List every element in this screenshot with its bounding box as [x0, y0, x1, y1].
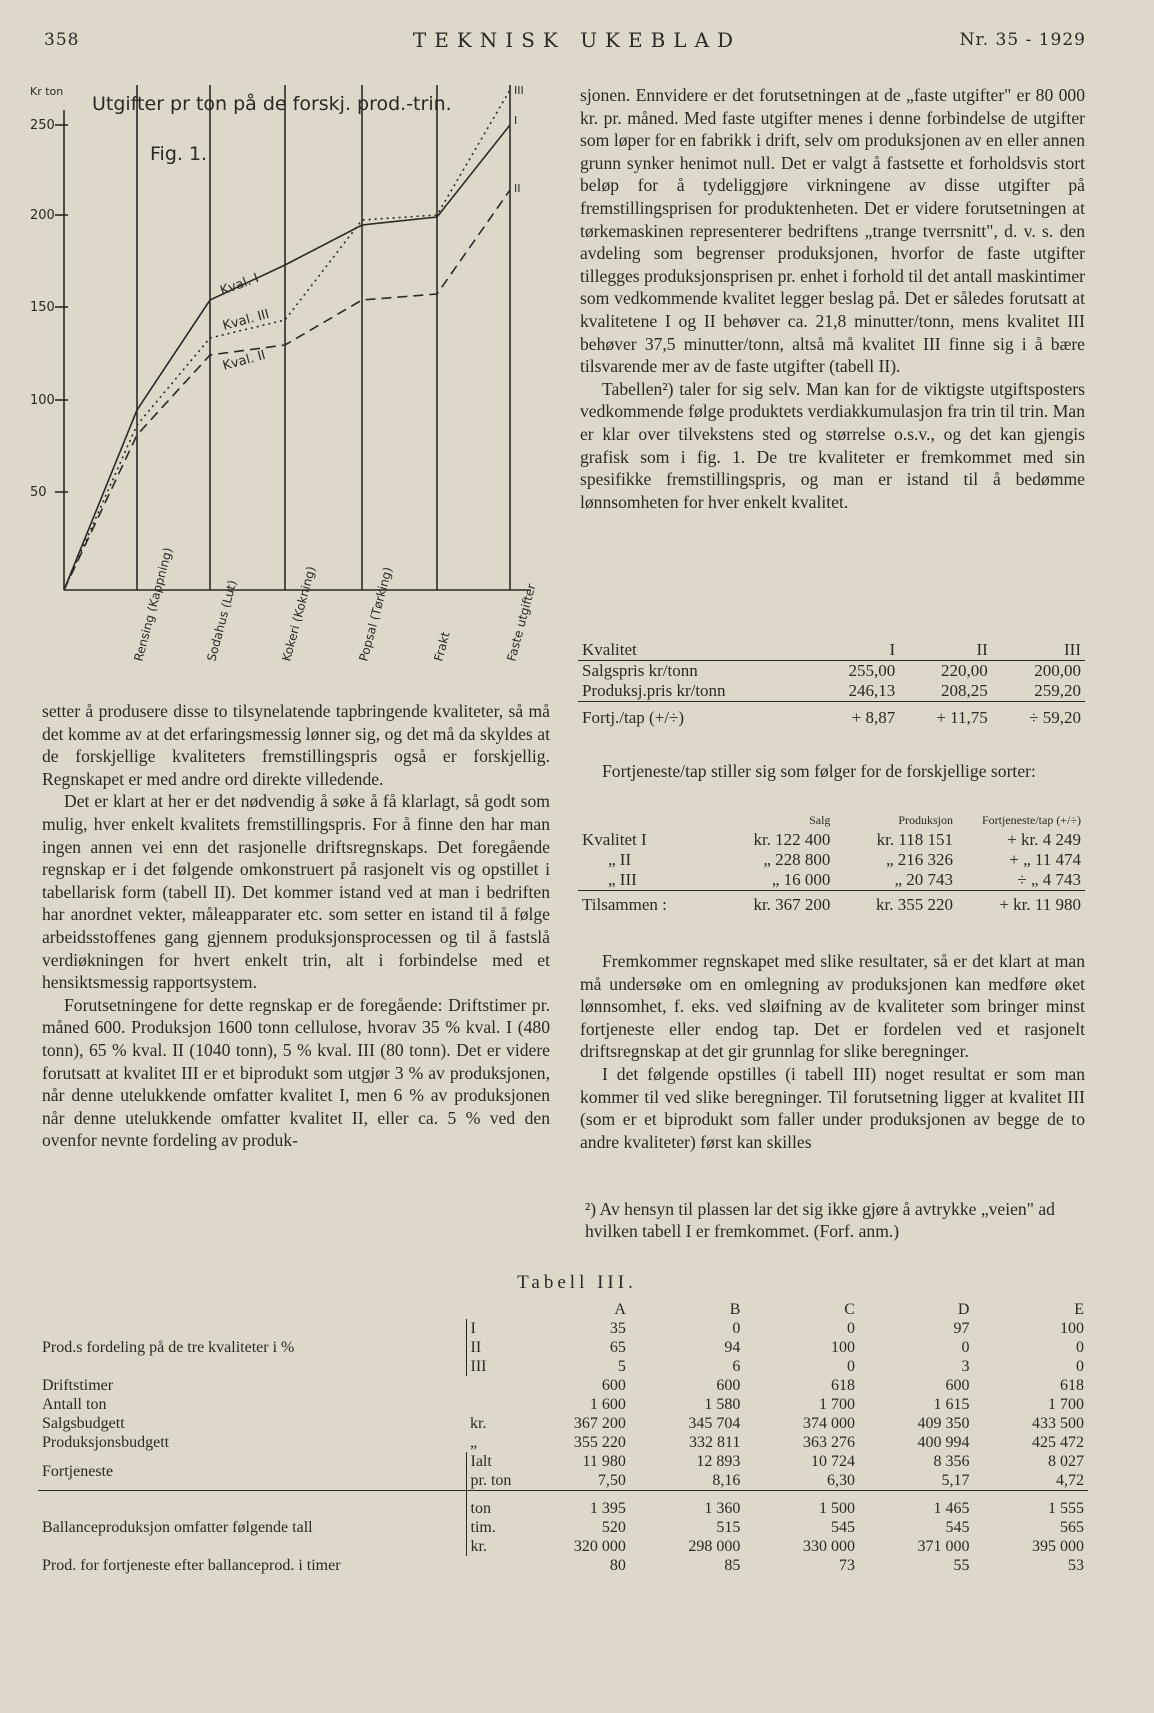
table-cell: 345 704: [688, 1415, 741, 1432]
paragraph: sjonen. Ennvidere er det forutsetningen at de „faste utgifter" er 80 000 kr. pr. måned. Med faste utgifter menes i denne forbindelse de utgifter som løper for en fabrikk i drift, selv om produksjonen av en eller annen grunn synker henimot null. Det er valgt å fastsette et forholdsvis stort beløp for å tydeliggjøre virkningene av disse utgifter på fremstillingsprisen for produktenheten. Det er videre forutsetningen at tørkemaskinen representerer bedriftens „trange tverrsnitt", d. v. s. den avdeling som begrenser produksjonen, hvorfor de faste utgifter tillegges produksjonsprisen pr. enhet i forhold til det antall maskintimer som vedkommende kvalitet legger beslag på. Det er således forutsatt at kvalitetene I og II behøver ca. 21,8 minutter/tonn, mens kvalitet III behøver 37,5 minutter/tonn, altså må kvalitet III finne sig i å bære tilsvarende mer av de faste utgifter (tabell II).: [580, 85, 1085, 377]
row-label: Prod. for fortjeneste efter ballanceprod. i timer: [42, 1557, 341, 1574]
row-key: ton: [466, 1491, 515, 1519]
paragraph: Forutsetningene for dette regnskap er de foregående: Driftstimer pr. måned 600. Produksjon 1600 tonn cellulose, hvorav 35 % kval. I (480 tonn), 65 % kval. II (1040 tonn), 5 % kval. III (80 tonn). Det er videre forutsatt at kvalitet III er et biprodukt som utgjør 3 % av produksjonen, når denne utelukkende omfatter kvalitet I, men 6 % av produksjonen når denne utelukkende omfatter kvalitet II, eller ca. 5 % ved den ovenfor nevnte fordeling av produk-: [42, 994, 550, 1151]
curve-label: Kval. II: [221, 348, 268, 374]
issue-label: Nr. 35 - 1929: [959, 30, 1086, 50]
x-label: Popsal (Tørking): [356, 565, 396, 663]
table-cell: 374 000: [802, 1415, 855, 1432]
table-cell: 600: [945, 1377, 970, 1394]
table-row: [578, 830, 1085, 850]
row-label: Salgsbudgett: [42, 1415, 125, 1432]
y-tick: 50: [30, 485, 47, 500]
row-label: Produksjonsbudgett: [42, 1434, 170, 1451]
table-header: I: [889, 640, 896, 659]
table-cell: „ 228 800: [763, 850, 831, 869]
table-header: D: [957, 1301, 970, 1318]
row-unit: [466, 1395, 515, 1414]
table-cell: kr. 367 200: [753, 895, 831, 914]
x-label: Kokeri (Kokning): [279, 564, 319, 663]
paragraph-sorter: [580, 760, 1085, 783]
table-cell: ÷ 59,20: [1029, 708, 1081, 727]
table-cell: 1 580: [704, 1396, 741, 1413]
y-unit-label: Kr ton: [30, 85, 64, 98]
table-cell: Produksj.pris kr/tonn: [582, 681, 726, 700]
table-cell: 355 220: [573, 1434, 626, 1451]
table-cell: 6,30: [826, 1472, 855, 1489]
table-cell: kr. 122 400: [753, 830, 831, 849]
table-cell: 97: [953, 1320, 970, 1337]
paragraph: Fortjeneste/tap stiller sig som følger for de forskjellige sorter:: [602, 761, 1036, 781]
row-key: tim.: [466, 1518, 515, 1537]
figure-title: Utgifter pr ton på de forskj. prod.-trin.: [92, 93, 452, 115]
table-cell: kr. 355 220: [876, 895, 953, 914]
table-cell: 0: [846, 1320, 855, 1337]
figure-label: Fig. 1.: [150, 143, 208, 165]
table-cell: 433 500: [1032, 1415, 1084, 1432]
y-tick: 200: [30, 208, 55, 223]
table-cell: 94: [724, 1339, 741, 1356]
table-cell: „ 20 743: [894, 870, 953, 889]
page-number: 358: [44, 30, 80, 50]
curve-label: Kval. I: [218, 271, 261, 299]
table-cell: 395 000: [1032, 1538, 1084, 1555]
table-cell: 1 700: [1048, 1396, 1084, 1413]
table-header: A: [614, 1301, 626, 1318]
row-key: kr.: [466, 1537, 515, 1556]
figure-1: [30, 80, 570, 680]
table-cell: 0: [846, 1358, 855, 1375]
table-header: Salg: [809, 812, 831, 827]
table-cell: ÷ „ 4 743: [1017, 870, 1081, 889]
paragraph: Det er klart at her er det nødvendig å søke å få klarlagt, så godt som mulig, hver enkelt kvalitets fremstillingspris. For å finne den har man ingen annen vei enn det rasjonelle driftsregnskaps. Det foregående regnskap er i det følgende omkonstruert på rasjonelt vis og opstillet i tabellarisk form (tabell II). Det kommer istand ved at man i bedriften har anordnet vekter, måleapparater etc. som setter en istand til å følge arbeidsstoffenes gang gjennem produksjonsprocessen og til å fastslå verdiøkningen for hvert enkelt trin, alt i forbindelse med et hensiktsmessig rapportsystem.: [42, 791, 550, 993]
table-cell: 565: [1060, 1519, 1084, 1536]
table-header-row: [38, 1300, 1088, 1319]
paragraph: I det følgende opstilles (i tabell III) noget resultat er som man kommer til ved slike beregninger. Til forutsetning ligger at kvalitet III (som er et biprodukt som faller under produksjonen av begge de to andre kvaliteter) først kan skilles: [580, 1063, 1085, 1152]
curve-kval-II: [64, 190, 510, 590]
table-profit: [578, 810, 1085, 915]
table-header: II: [976, 640, 988, 659]
table-cell: 0: [1076, 1358, 1084, 1375]
table-cell: 259,20: [1034, 681, 1081, 700]
table-row: [38, 1414, 1088, 1433]
table-cell: 200,00: [1034, 661, 1081, 680]
row-unit: „: [470, 1434, 478, 1451]
table-cell: 4,72: [1056, 1472, 1084, 1489]
row-key: I: [466, 1319, 515, 1338]
curve-kval-I: [64, 125, 510, 590]
table-cell: 1 395: [589, 1500, 626, 1517]
table-cell: + kr. 11 980: [999, 895, 1081, 914]
table-cell: 515: [716, 1519, 741, 1536]
row-label: Ballanceproduksjon omfatter følgende tall: [42, 1519, 313, 1536]
table-cell: „ 16 000: [771, 870, 831, 889]
end-label: III: [514, 84, 524, 97]
table-cell: 35: [609, 1320, 626, 1337]
row-unit: kr.: [470, 1415, 487, 1432]
table-cell: 520: [601, 1519, 626, 1536]
table-cell: 12 893: [696, 1453, 741, 1470]
table-cell: 545: [945, 1519, 970, 1536]
row-label: Driftstimer: [42, 1377, 114, 1394]
table-cell: 1 700: [818, 1396, 855, 1413]
table-cell: 3: [961, 1358, 970, 1375]
paragraph: setter å produsere disse to tilsynelatende tapbringende kvaliteter, så må det komme av at det erfaringsmessig lønner sig, og det må da skyldes at de forskjellige kvaliteters fremstillingspris også er forskjellig. Regnskapet er med andre ord direkte villedende.: [42, 701, 550, 789]
table-cell: 100: [830, 1339, 855, 1356]
paragraph-block: [580, 950, 1085, 1153]
table-cell: 618: [1060, 1377, 1084, 1394]
table-cell: „ III: [608, 870, 637, 889]
row-key: III: [466, 1357, 515, 1376]
table-row: [578, 681, 1085, 702]
table-cell: 85: [724, 1557, 741, 1574]
right-column: [580, 84, 1085, 513]
table-cell: 100: [1060, 1320, 1084, 1337]
table-cell: 7,50: [597, 1472, 626, 1489]
table-cell: 5,17: [941, 1472, 970, 1489]
table-row: [38, 1556, 1088, 1575]
table-header: B: [729, 1301, 741, 1318]
table-cell: 11 980: [582, 1453, 626, 1470]
end-label: II: [514, 182, 521, 195]
table-cell: 1 465: [933, 1500, 970, 1517]
table-cell: 545: [830, 1519, 855, 1536]
table-cell: + kr. 4 249: [1007, 830, 1081, 849]
footnote: ²) Av hensyn til plassen lar det sig ikke gjøre å avtrykke „veien" ad hvilken tabell I er fremkommet. (Forf. anm.): [585, 1199, 1055, 1241]
table-cell: + 11,75: [936, 708, 988, 727]
x-label: Sodahus (Lut): [204, 578, 240, 663]
table-cell: 208,25: [941, 681, 988, 700]
table-cell: „ II: [608, 850, 632, 869]
table-row: [578, 661, 1085, 682]
paragraph: Tabellen²) taler for sig selv. Man kan for de viktigste utgiftsposters vedkommende følge produktets verdiakkumulasjon fra trin til trin. Man er klar over tilvekstens sted og størrelse o.s.v., og det kan gjengis grafisk som i fig. 1. De tre kvaliteter er fremkommet med sin spesifikke fremstillingspris, og man er istand til å bedømme lønnsomheten for hver enkelt kvalitet.: [580, 378, 1085, 512]
row-label: Prod.s fordeling på de tre kvaliteter i %: [42, 1339, 295, 1356]
table-cell: kr. 118 151: [876, 830, 953, 849]
table-row: [38, 1376, 1088, 1395]
x-label: Rensing (Kappning): [131, 545, 176, 663]
table-cell: 8,16: [712, 1472, 741, 1489]
curve-kval-III: [64, 90, 510, 590]
row-unit: [466, 1376, 515, 1395]
table-cell: 409 350: [917, 1415, 970, 1432]
table-cell: 1 615: [933, 1396, 970, 1413]
row-label: Antall ton: [42, 1396, 107, 1413]
table-cell: 255,00: [848, 661, 896, 680]
table-cell: 0: [961, 1339, 970, 1356]
table-row: [38, 1319, 1088, 1338]
journal-title: TEKNISK UKEBLAD: [412, 28, 742, 52]
table-cell: + 8,87: [851, 708, 896, 727]
table-row: [38, 1433, 1088, 1452]
table-cell: Tilsammen :: [582, 895, 667, 914]
table-cell: 367 200: [573, 1415, 626, 1432]
table-header: E: [1074, 1301, 1084, 1318]
table-cell: 65: [609, 1339, 626, 1356]
row-key: II: [466, 1338, 515, 1357]
table-header-row: [578, 810, 1085, 830]
table-cell: 1 555: [1048, 1500, 1084, 1517]
curve-label: Kval. III: [221, 307, 271, 334]
table-row: [38, 1452, 1088, 1471]
y-tick: 100: [30, 393, 55, 408]
table-cell: 8 356: [933, 1453, 970, 1470]
end-label: I: [514, 114, 518, 127]
row-key: pr. ton: [466, 1471, 515, 1491]
table-header: C: [844, 1301, 855, 1318]
table-cell: Fortj./tap (+/÷): [582, 708, 685, 727]
table-row: [38, 1395, 1088, 1414]
left-column: [42, 700, 550, 1152]
table-header: Kvalitet: [582, 640, 637, 659]
table-cell: 1 600: [589, 1396, 626, 1413]
table-cell: 8 027: [1048, 1453, 1084, 1470]
table-cell: 246,13: [848, 681, 896, 700]
table-cell: 425 472: [1032, 1434, 1084, 1451]
table-cell: 55: [953, 1557, 970, 1574]
table-row: [578, 850, 1085, 870]
table-total-row: [578, 891, 1085, 916]
table-cell: + „ 11 474: [1009, 850, 1081, 869]
table-cell: 618: [830, 1377, 855, 1394]
table-header: III: [1064, 640, 1081, 659]
table-row: [578, 870, 1085, 891]
y-tick: 150: [30, 300, 55, 315]
table-cell: 5: [617, 1358, 626, 1375]
table3-title: Tabell III.: [517, 1272, 637, 1293]
table-cell: 330 000: [802, 1538, 855, 1555]
table-header: Produksjon: [898, 812, 953, 827]
table-cell: 80: [609, 1557, 626, 1574]
table-cell: 320 000: [573, 1538, 626, 1555]
row-key: Ialt: [466, 1452, 515, 1471]
table-cell: 1 500: [818, 1500, 855, 1517]
table-3: [38, 1300, 1088, 1575]
table-cell: 0: [1076, 1339, 1084, 1356]
x-label: Frakt: [431, 630, 453, 663]
paragraph: Fremkommer regnskapet med slike resultater, så er det klart at man må undersøke om en omlegning av produksjonen kan medføre øket lønnsomhet, f. eks. ved sløifning av de kvaliteter som bringer minst fortjeneste eller endog tap. Det er fordelen ved et rasjonelt driftsregnskap at det gir grunnlag for slike beregninger.: [580, 951, 1085, 1062]
table-cell: 600: [716, 1377, 741, 1394]
table-header-row: [578, 640, 1085, 661]
row-label: Fortjeneste: [42, 1462, 114, 1480]
table-header: Fortjeneste/tap (+/÷): [982, 812, 1081, 827]
table-cell: 400 994: [917, 1434, 970, 1451]
table-row: [38, 1491, 1088, 1519]
table-cell: 53: [1068, 1557, 1084, 1574]
table-cell: 600: [601, 1377, 626, 1394]
table-cell: 298 000: [688, 1538, 741, 1555]
table-cell: 6: [732, 1358, 741, 1375]
x-label: Faste utgifter: [504, 582, 539, 663]
y-tick: 250: [30, 118, 55, 133]
table-cell: 220,00: [941, 661, 988, 680]
table-cell: 10 724: [810, 1453, 855, 1470]
table-cell: 371 000: [917, 1538, 970, 1555]
table-cell: 363 276: [802, 1434, 855, 1451]
table-cell: Kvalitet I: [582, 830, 647, 849]
table-row: [578, 702, 1085, 729]
table-cell: „ 216 326: [885, 850, 953, 869]
table-cell: 0: [732, 1320, 741, 1337]
table-cell: 73: [838, 1557, 855, 1574]
table-cell: Salgspris kr/tonn: [582, 661, 698, 680]
table-cell: 332 811: [689, 1434, 741, 1451]
table-cell: 1 360: [704, 1500, 741, 1517]
table-prices: [578, 640, 1085, 728]
